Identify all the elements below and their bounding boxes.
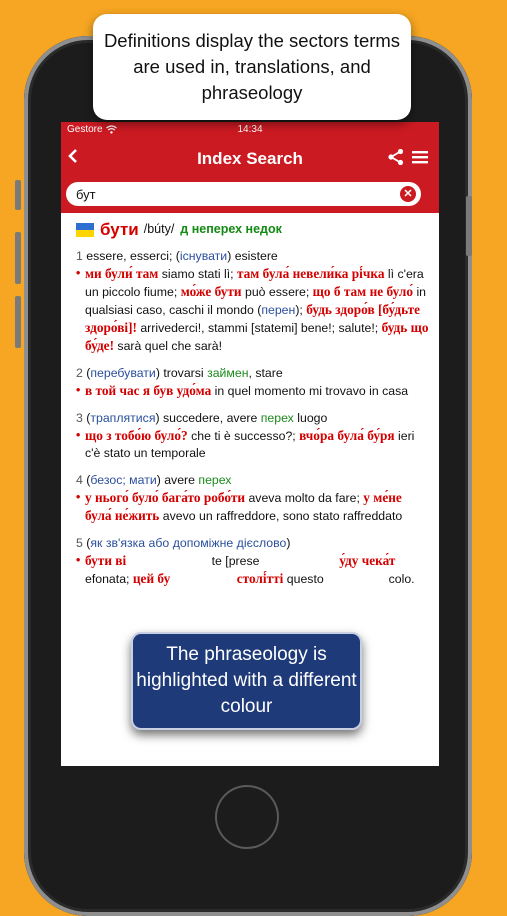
phrase-text: у́ду чека́т — [259, 553, 396, 568]
definition-text: , stare — [248, 366, 283, 380]
definition-text: lì c'era un piccolo fiume; — [85, 267, 428, 299]
blue-label: перен — [261, 303, 296, 317]
definition-text: siamo stati lì; — [158, 267, 237, 281]
phrase-text: у ме́не була́ не́жить — [85, 490, 406, 523]
example-line — [76, 427, 431, 462]
blue-label: траплятися — [90, 411, 156, 425]
definition-text: che ti è successo?; — [187, 429, 300, 443]
definition-text: colo. — [323, 572, 415, 586]
phrase-text: що б там не було́ — [312, 284, 414, 299]
definition-text: aveva molto da fare; — [245, 491, 364, 505]
bullet-icon: • — [76, 266, 81, 280]
search-query[interactable]: бут — [76, 186, 96, 202]
page-title: Index Search — [197, 148, 303, 168]
search-bar — [61, 181, 439, 213]
sense-definition — [76, 472, 431, 489]
definition-text: avevo un raffreddore, sono stato raffreddato — [159, 509, 403, 523]
status-bar — [61, 122, 439, 136]
menu-icon[interactable] — [411, 148, 429, 171]
carrier-label: Gestore — [67, 123, 103, 135]
sense-number: 5 — [76, 536, 87, 550]
definition-text: luogo — [293, 411, 328, 425]
sense-number: 3 — [76, 411, 87, 425]
definition-text: in quel momento mi trovavo in casa — [211, 384, 409, 398]
phrase-text: бути ві — [85, 553, 127, 568]
callout-definitions: Definitions display the sectors terms are used in, translations, and phraseology — [93, 14, 411, 120]
phrase-text: що з тобо́ю було́? — [85, 428, 188, 443]
definition-text: ( — [86, 473, 91, 487]
definition-text: ) esistere — [227, 249, 278, 263]
definition-text: ) avere — [156, 473, 199, 487]
definition-text: ( — [86, 366, 91, 380]
example-line — [76, 552, 468, 588]
phrase-text: ми були́ там — [85, 266, 159, 281]
bullet-icon: • — [76, 383, 81, 397]
definition-text: arrivederci!, stammi [statemi] bene!; salute!; — [136, 321, 382, 335]
definition-text: in qualsiasi caso, caschi il mondo ( — [85, 285, 430, 317]
bullet-icon: • — [76, 428, 81, 442]
phrase-text: столі́тті — [170, 571, 284, 586]
definition-text: essere, esserci; ( — [86, 249, 180, 263]
clear-search-icon[interactable]: ✕ — [400, 186, 416, 202]
transcription: /búty/ — [143, 222, 175, 236]
green-label: займен — [207, 366, 249, 380]
definition-text: te [prese — [126, 554, 260, 568]
bullet-icon: • — [76, 490, 81, 504]
back-chevron-icon[interactable] — [67, 147, 79, 170]
phrase-text: будь здоро́в [бу́дьте здоро́ві]! — [85, 302, 424, 335]
phrase-text: цей бу — [132, 571, 171, 586]
definition-text: ) trovarsi — [155, 366, 208, 380]
sense-number: 2 — [76, 366, 87, 380]
sense-definition — [76, 248, 431, 265]
definition-text: può essere; — [241, 285, 313, 299]
mute-switch — [15, 180, 21, 210]
phrase-text: будь що бу́де! — [85, 320, 432, 353]
definition-text: ) succedere, avere — [155, 411, 261, 425]
definition-text: questo — [283, 572, 324, 586]
blue-label: як зв'язка або допоміжне дієслово — [90, 536, 287, 550]
bullet-icon: • — [76, 553, 81, 567]
phrase-text: у нього́ було́ бага́то робо́ти — [85, 490, 246, 505]
example-text — [85, 382, 408, 400]
phrase-text: мо́же бути — [180, 284, 242, 299]
sense-block — [76, 248, 431, 355]
power-button — [466, 196, 472, 256]
definition-text: sarà quel che sarà! — [114, 339, 223, 353]
sense-definition — [76, 365, 431, 382]
sense-block — [76, 535, 468, 588]
green-label: перех — [198, 473, 232, 487]
definition-text: efonata; — [85, 554, 468, 586]
sense-list — [76, 248, 468, 588]
blue-label: безос; мати — [90, 473, 157, 487]
definition-text: ); — [295, 303, 307, 317]
phrase-text: вчо́ра була́ бу́ря — [299, 428, 395, 443]
callout-phraseology: The phraseology is highlighted with a different colour — [131, 632, 362, 730]
entry-header — [76, 221, 431, 238]
grammar-label: д неперех недок — [180, 222, 282, 236]
example-text — [85, 552, 468, 588]
volume-down-button — [15, 296, 21, 348]
search-input[interactable] — [66, 182, 421, 206]
volume-up-button — [15, 232, 21, 284]
example-text — [85, 265, 431, 355]
definition-text: ( — [86, 411, 91, 425]
status-time: 14:34 — [237, 123, 263, 135]
sense-block — [76, 365, 431, 400]
example-line — [76, 265, 431, 355]
example-text — [85, 489, 431, 525]
ukraine-flag-icon — [76, 223, 94, 237]
home-button[interactable] — [215, 785, 279, 849]
share-icon[interactable] — [387, 148, 405, 171]
sense-definition — [76, 535, 431, 552]
definition-text: ( — [86, 536, 91, 550]
sense-block — [76, 410, 431, 462]
entry-content — [61, 213, 468, 588]
definition-text: ieri c'è stato un temporale — [85, 429, 418, 460]
example-line — [76, 382, 431, 400]
phrase-text: там була́ невели́ка рі́чка — [236, 266, 385, 281]
example-text — [85, 427, 431, 462]
definition-text: ) — [286, 536, 291, 550]
blue-label: існувати — [179, 249, 228, 263]
phrase-text: в той час я був удо́ма — [85, 383, 212, 398]
example-line — [76, 489, 431, 525]
green-label: перех — [260, 411, 294, 425]
nav-bar — [61, 136, 439, 181]
sense-number: 1 — [76, 249, 87, 263]
sense-block — [76, 472, 431, 525]
blue-label: перебувати — [90, 366, 156, 380]
headword: бути — [100, 220, 139, 239]
sense-definition — [76, 410, 431, 427]
sense-number: 4 — [76, 473, 87, 487]
